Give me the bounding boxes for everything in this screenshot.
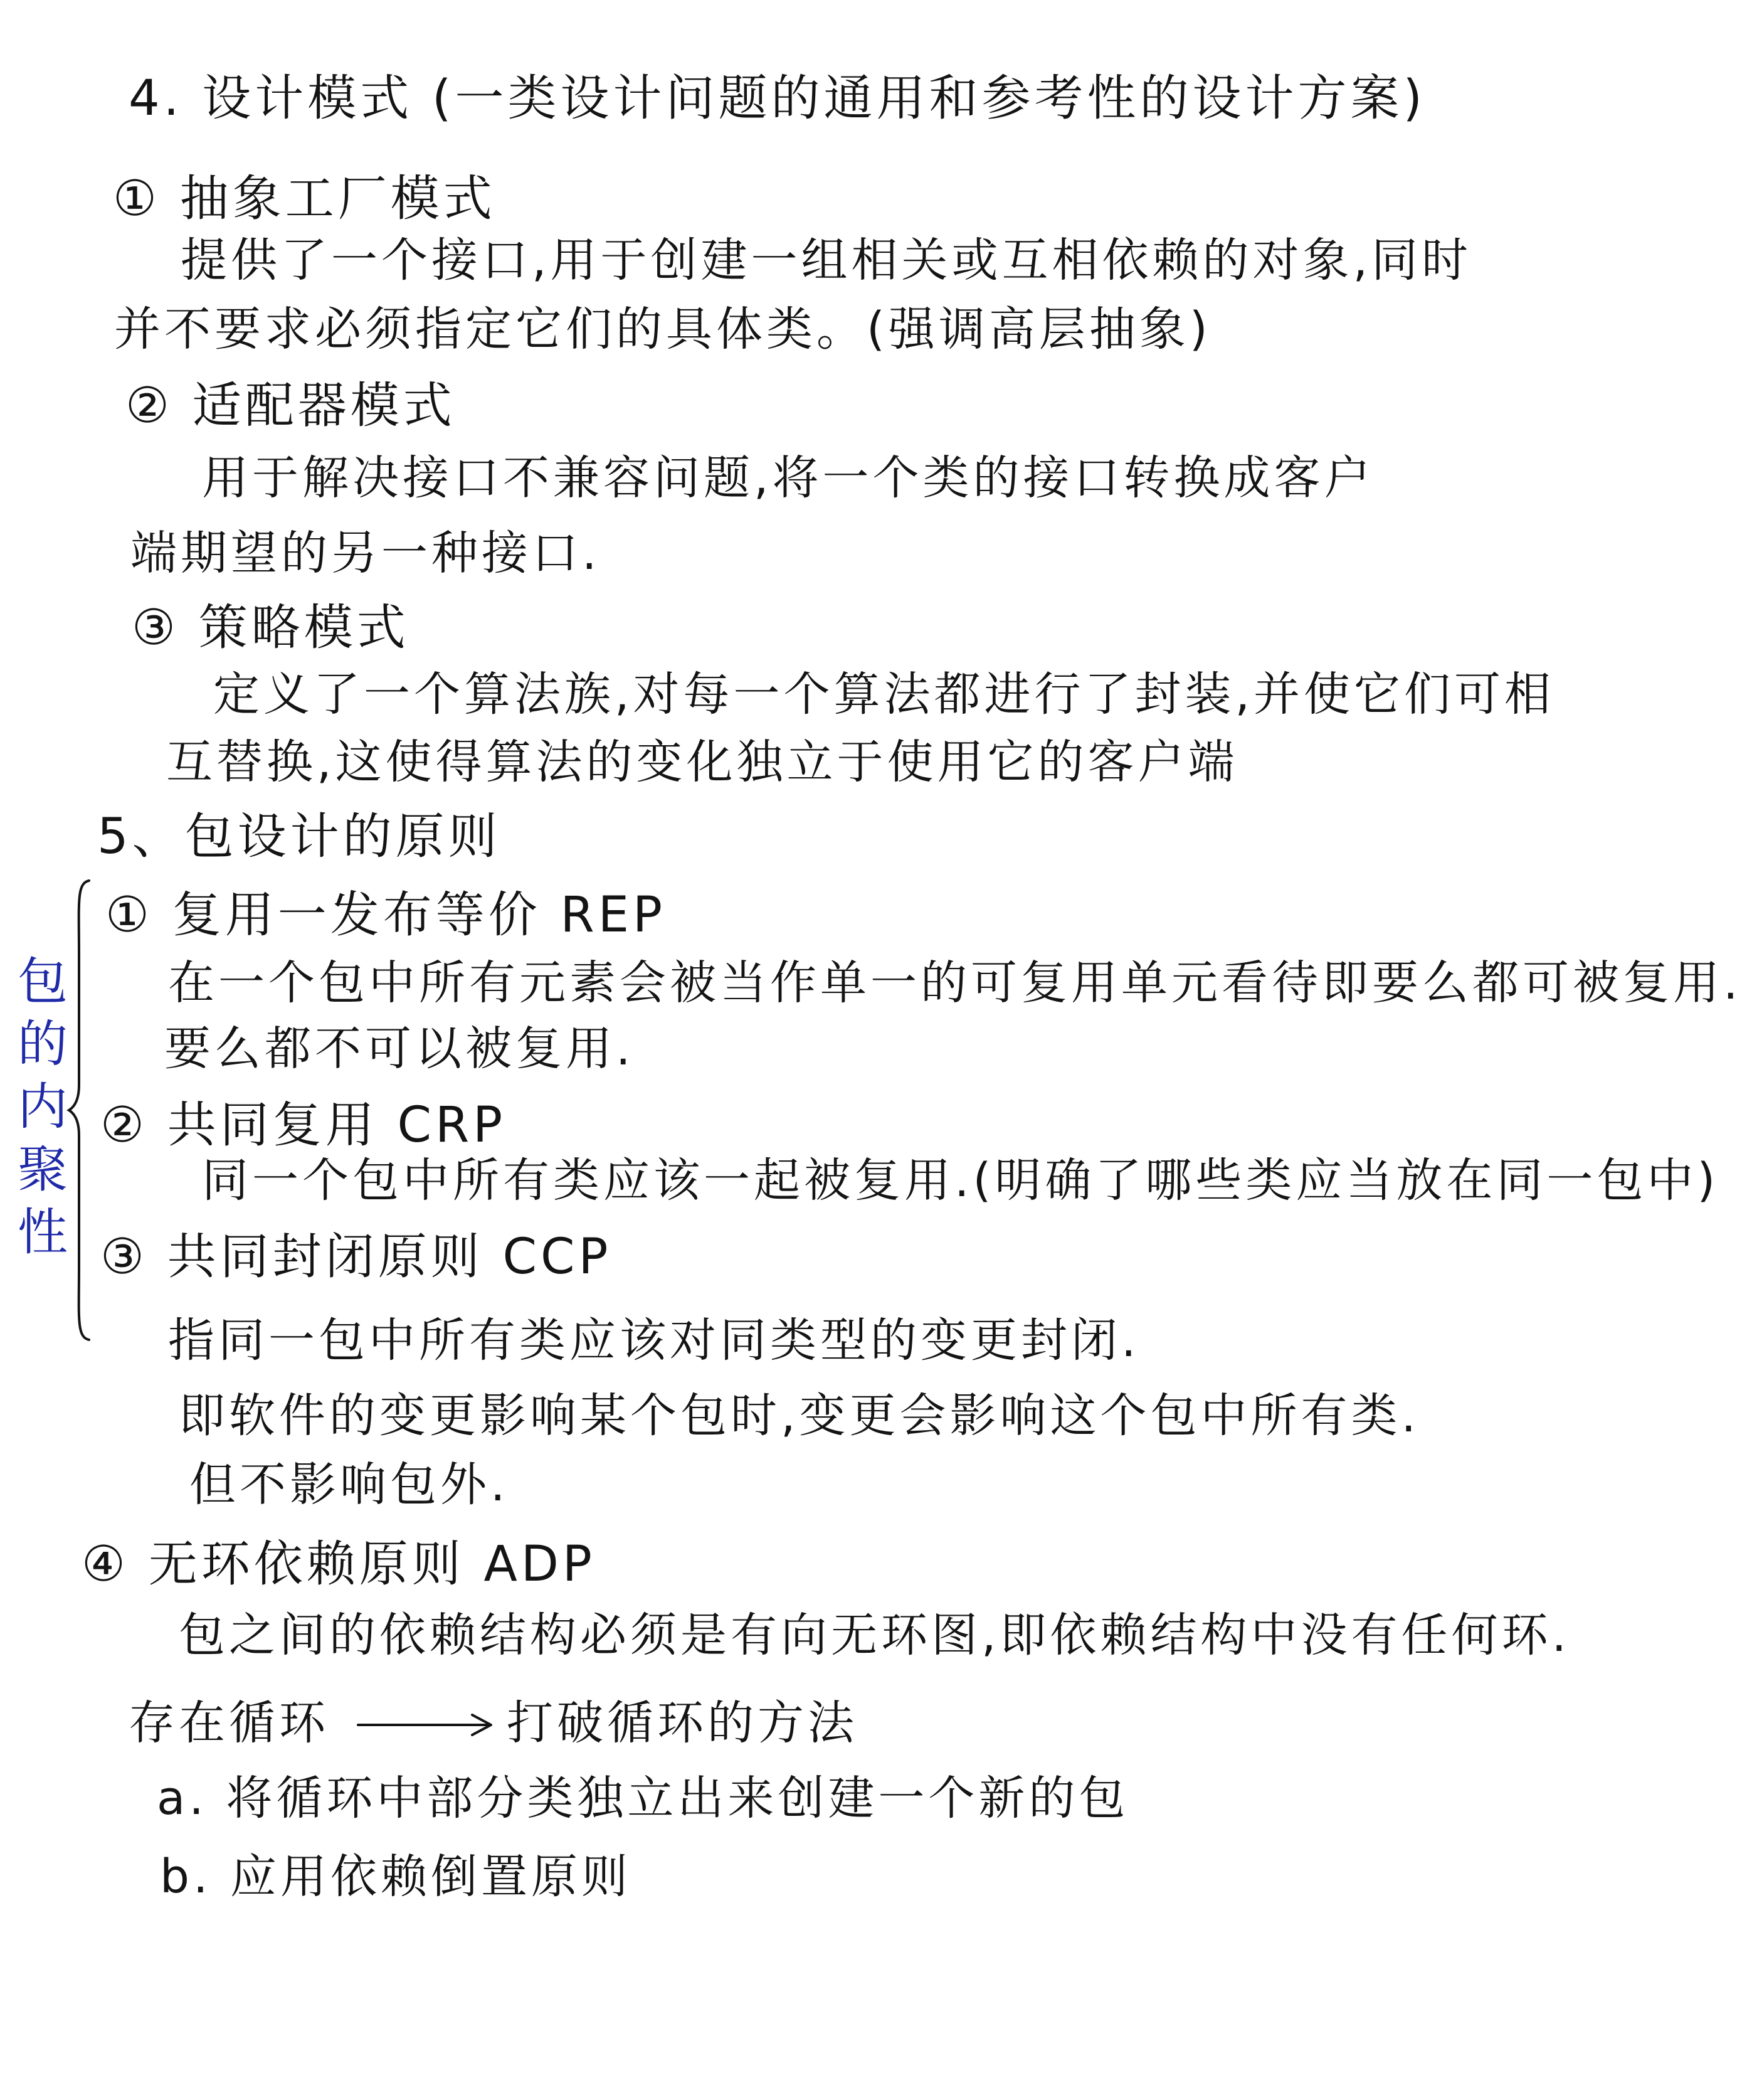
rep-desc-1: 在一个包中所有元素会被当作单一的可复用单元看待即要么都可被复用. bbox=[168, 956, 1742, 1010]
right-arrow-icon bbox=[354, 1706, 499, 1744]
adapter-heading: ② 适配器模式 bbox=[125, 378, 456, 434]
rep-desc-2: 要么都不可以被复用. bbox=[164, 1022, 635, 1076]
section-5-title: 5、包设计的原则 bbox=[97, 809, 501, 865]
strategy-desc-2: 互替换,这使得算法的变化独立于使用它的客户端 bbox=[166, 735, 1238, 789]
adp-desc: 包之间的依赖结构必须是有向无环图,即依赖结构中没有任何环. bbox=[179, 1608, 1571, 1662]
adapter-desc-1: 用于解决接口不兼容问题,将一个类的接口转换成客户 bbox=[202, 451, 1375, 505]
ccp-desc-3: 但不影响包外. bbox=[189, 1458, 509, 1512]
abstract-factory-desc-2: 并不要求必须指定它们的具体类。(强调高层抽象) bbox=[114, 302, 1211, 356]
abstract-factory-heading: ① 抽象工厂模式 bbox=[113, 171, 496, 227]
adapter-desc-2: 端期望的另一种接口. bbox=[130, 526, 601, 580]
strategy-desc-1: 定义了一个算法族,对每一个算法都进行了封装,并使它们可相 bbox=[213, 667, 1555, 721]
break-cycle-methods-label: 打破循环的方法 bbox=[507, 1696, 858, 1750]
margin-note-package-cohesion: 包的内聚性 bbox=[18, 952, 68, 1261]
ccp-desc-1: 指同一包中所有类应该对同类型的变更封闭. bbox=[168, 1313, 1140, 1367]
crp-heading: ② 共同复用 CRP bbox=[100, 1097, 507, 1153]
cycle-exists-label: 存在循环 bbox=[129, 1696, 329, 1750]
strategy-heading: ③ 策略模式 bbox=[132, 600, 409, 656]
crp-desc: 同一个包中所有类应该一起被复用.(明确了哪些类应当放在同一包中) bbox=[202, 1153, 1719, 1207]
ccp-heading: ③ 共同封闭原则 CCP bbox=[100, 1229, 612, 1285]
section-4-title: 4. 设计模式 (一类设计问题的通用和参考性的设计方案) bbox=[129, 70, 1426, 127]
ccp-desc-2: 即软件的变更影响某个包时,变更会影响这个包中所有类. bbox=[179, 1389, 1420, 1443]
method-b: b. 应用依赖倒置原则 bbox=[160, 1850, 632, 1904]
method-a: a. 将循环中部分类独立出来创建一个新的包 bbox=[157, 1771, 1129, 1825]
adp-heading: ④ 无环依赖原则 ADP bbox=[82, 1536, 596, 1593]
rep-heading: ① 复用一发布等价 REP bbox=[105, 887, 667, 943]
abstract-factory-desc-1: 提供了一个接口,用于创建一组相关或互相依赖的对象,同时 bbox=[181, 233, 1472, 287]
